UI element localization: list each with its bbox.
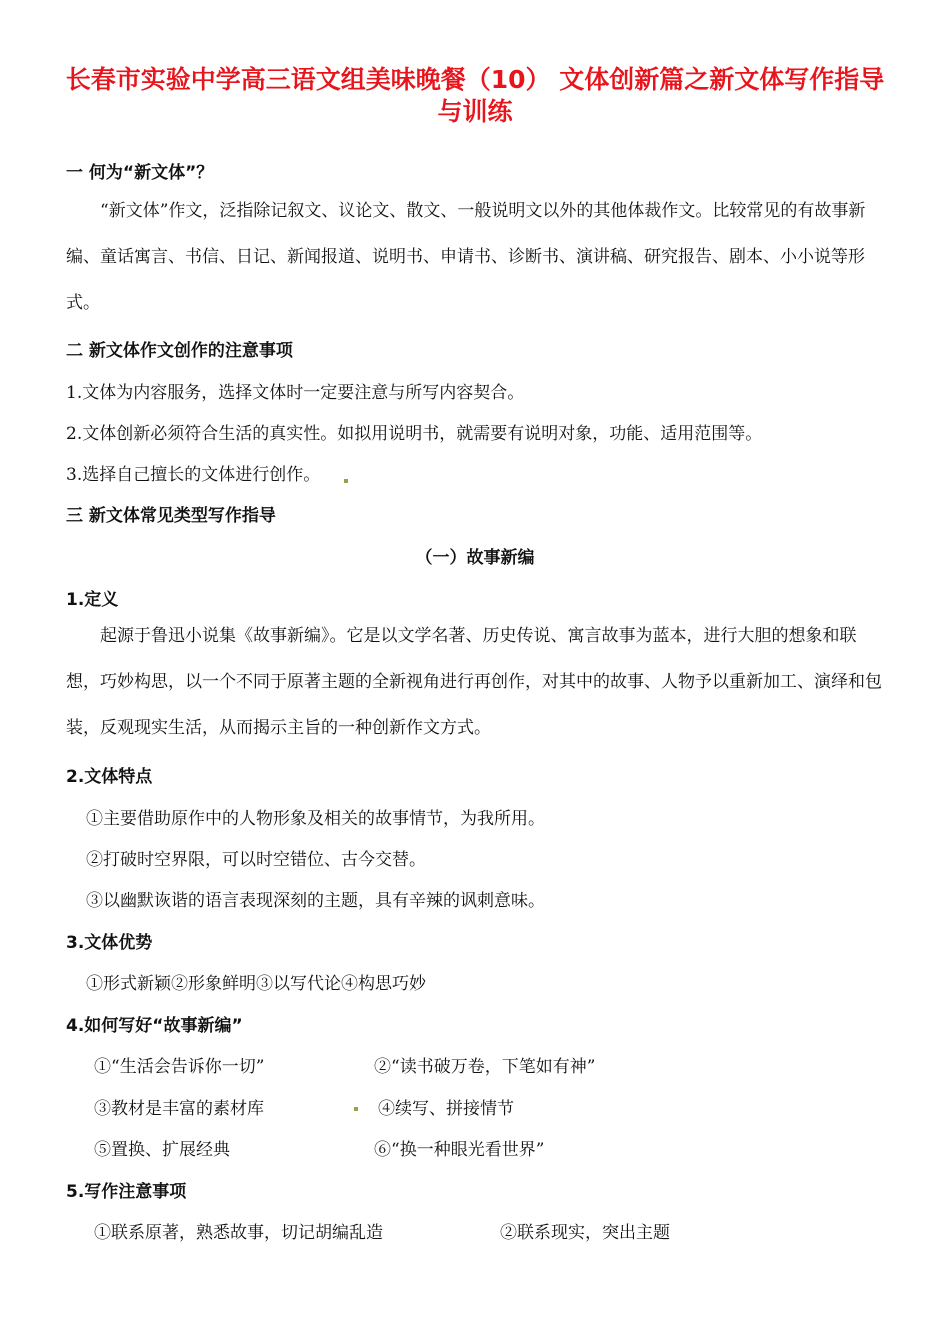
definition-heading: 1.定义 [66, 590, 119, 610]
speck-mark-2 [354, 1107, 358, 1111]
howto-item-1: ①“生活会告诉你一切” [94, 1057, 265, 1077]
section-heading-1: 一 何为“新文体”？ [66, 163, 214, 183]
note-item-1: 1.文体为内容服务，选择文体时一定要注意与所写内容契合。 [66, 383, 525, 403]
section-heading-2: 二 新文体作文创作的注意事项 [66, 341, 293, 361]
subsection-heading: （一）故事新编 [415, 548, 535, 568]
document-title: 长春市实验中学高三语文组美味晚餐（10） 文体创新篇之新文体写作指导与训练 [65, 65, 885, 126]
feature-item-2: ②打破时空界限，可以时空错位、古今交替。 [86, 850, 426, 870]
howto-item-2: ②“读书破万卷，下笔如有神” [374, 1057, 596, 1077]
howto-item-5: ⑤置换、扩展经典 [94, 1140, 230, 1160]
advantages-line: ①形式新颖②形象鲜明③以写代论④构思巧妙 [86, 974, 426, 994]
definition-body: 起源于鲁迅小说集《故事新编》。它是以文学名著、历史传说、寓言故事为蓝本，进行大胆的想象和联想，巧妙构思，以一个不同于原著主题的全新视角进行再创作，对其中的故事、人物予以重新加工、演绎和包装，反观现实生活，从而揭示主旨的一种创新作文方式。 [66, 626, 882, 738]
feature-item-3: ③以幽默诙谐的语言表现深刻的主题，具有辛辣的讽刺意味。 [86, 891, 545, 911]
feature-item-1: ①主要借助原作中的人物形象及相关的故事情节，为我所用。 [86, 809, 545, 829]
section-1-body: “新文体”作文，泛指除记叙文、议论文、散文、一般说明文以外的其他体裁作文。比较常见的有故事新编、童话寓言、书信、日记、新闻报道、说明书、申请书、诊断书、演讲稿、研究报告、剧本、小小说等形式。 [66, 201, 866, 313]
section-heading-3: 三 新文体常见类型写作指导 [66, 506, 276, 526]
features-heading: 2.文体特点 [66, 767, 153, 787]
writing-note-2: ②联系现实，突出主题 [500, 1223, 670, 1243]
howto-item-3: ③教材是丰富的素材库 [94, 1099, 264, 1119]
note-item-2: 2.文体创新必须符合生活的真实性。如拟用说明书，就需要有说明对象，功能、适用范围等。 [66, 424, 763, 444]
writing-note-1: ①联系原著，熟悉故事，切记胡编乱造 [94, 1223, 383, 1243]
howto-heading: 4.如何写好“故事新编” [66, 1016, 243, 1036]
howto-item-6: ⑥“换一种眼光看世界” [374, 1140, 545, 1160]
advantages-heading: 3.文体优势 [66, 933, 153, 953]
howto-item-4: ④续写、拼接情节 [378, 1099, 514, 1119]
speck-mark [344, 479, 348, 483]
notes-heading: 5.写作注意事项 [66, 1182, 187, 1202]
note-item-3: 3.选择自己擅长的文体进行创作。 [66, 465, 321, 485]
